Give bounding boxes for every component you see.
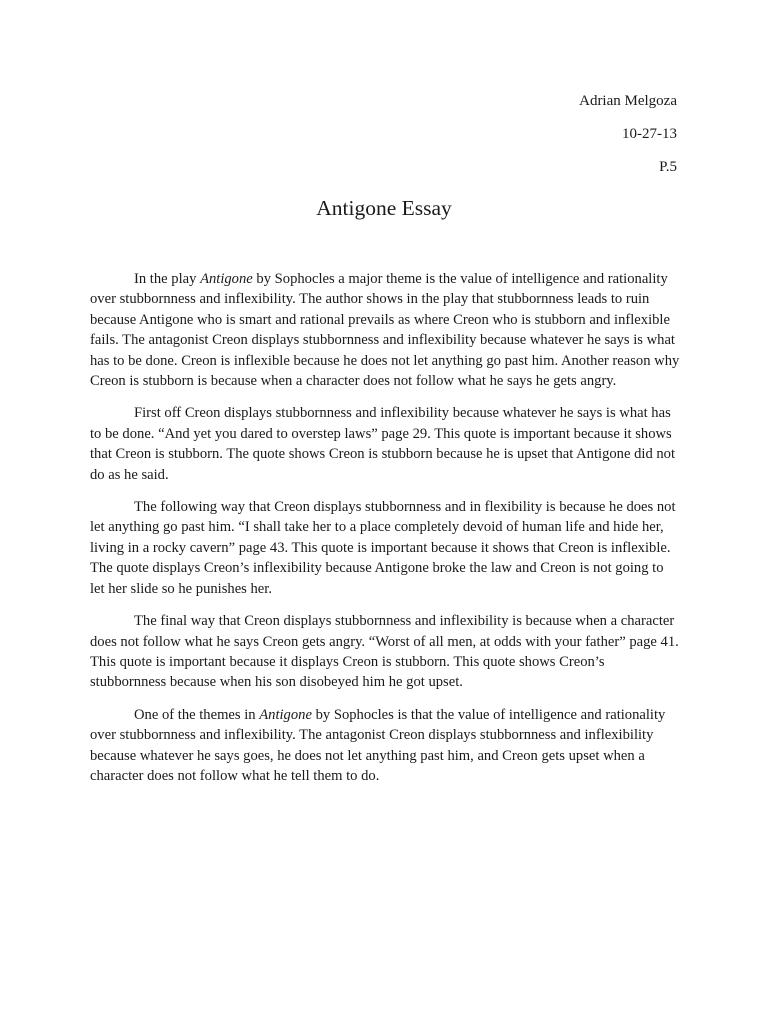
author-name: Adrian Melgoza [579,93,677,109]
italic-title: Antigone [200,271,253,287]
paragraph-conclusion: One of the themes in Antigone by Sophocles is that the value of intelligence and rationality over stubbornness and inflexibility. The antagonist Creon displays stubbornness and inflexibility because whatever he says goes, he does not let anything past him, and Creon gets upset when a character does not follow what he tell them to do. [90,706,666,784]
paragraph-body-1: First off Creon displays stubbornness and inflexibility because whatever he says is what has to be done. “And yet you dared to overstep laws” page 29. This quote is important because it shows that Creon is stubborn. The quote shows Creon is stubborn because he is upset that Antigone did not do as he said. [90,405,676,483]
class-period: P.5 [659,159,677,175]
paragraph-body-3: The final way that Creon displays stubbornness and inflexibility is because when a character does not follow what he says Creon gets angry. “Worst of all men, at odds with your father” page 41. This quote is important because it displays Creon is stubborn. This quote shows Creon’s stubbornness because when his son disobeyed him he got upset. [90,613,679,691]
essay-title: Antigone Essay [316,196,452,220]
paragraph-body-2: The following way that Creon displays stubbornness and in flexibility is because he does not let anything go past him. “I shall take her to a place completely devoid of human life and hide her, living in a rocky cavern” page 43. This quote is important because it shows that Creon is inflexible. The quote displays Creon’s inflexibility because Antigone broke the law and Creon is not going to let her slide so he punishes her. [90,499,676,597]
essay-date: 10-27-13 [622,126,677,142]
essay-body [90,269,680,798]
italic-title: Antigone [259,706,312,723]
paragraph-intro: In the play Antigone by Sophocles a major theme is the value of intelligence and rationality over stubbornness and inflexibility. The author shows in the play that stubbornness leads to ruin because Antigone who is smart and rational prevails as where Creon who is stubborn and inflexible fails. The antagonist Creon displays stubbornness and inflexibility because whatever he says is what has to be done. Creon is inflexible because he does not let anything go past him. Another reason why Creon is stubborn is because when a character does not follow what he says he gets angry. [90,271,680,390]
student-header [579,93,677,192]
